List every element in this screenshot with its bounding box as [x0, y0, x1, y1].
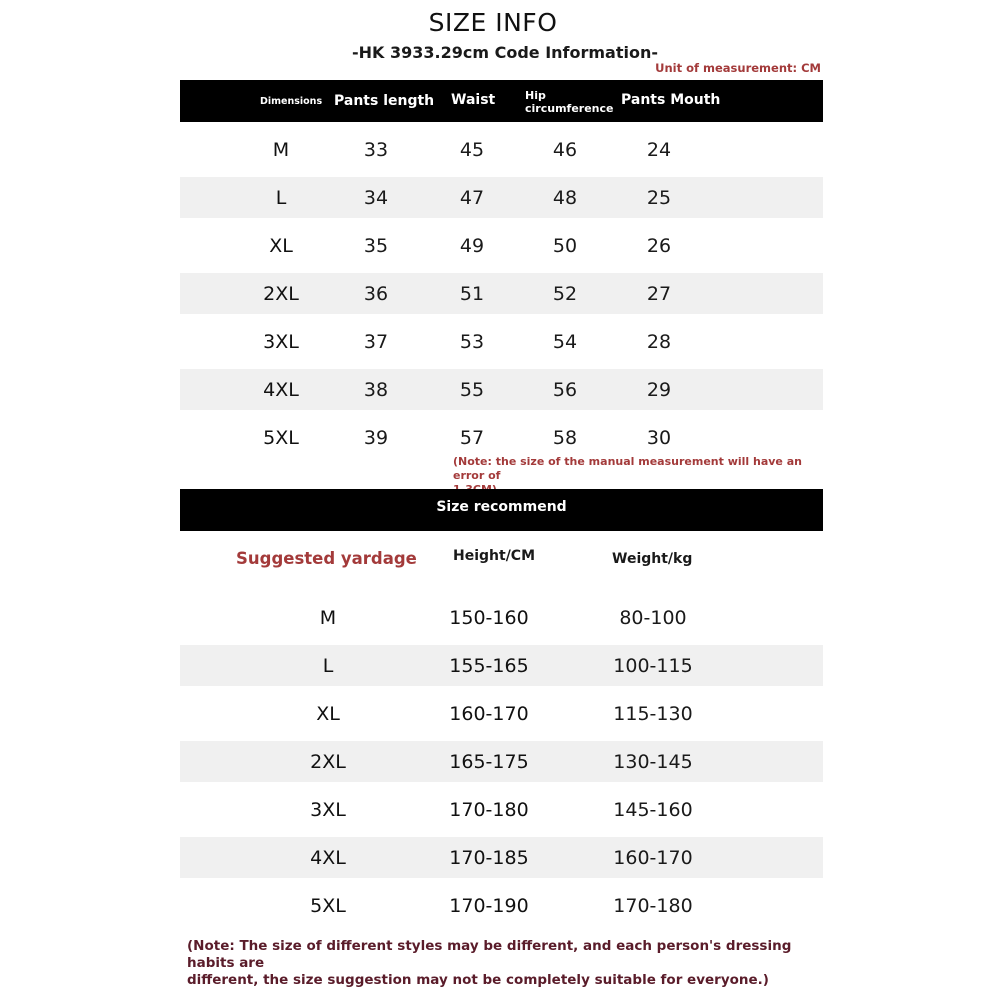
rec-height: 170-180 [449, 799, 529, 821]
cell-size: 5XL [263, 427, 299, 449]
cell-waist: 57 [459, 427, 485, 449]
rec-weight: 130-145 [613, 751, 693, 773]
cell-mouth: 24 [646, 139, 672, 161]
recommend-title: Size recommend [436, 499, 567, 515]
page-title: SIZE INFO [428, 8, 558, 37]
rec-size: L [322, 655, 334, 677]
header-dimensions: Dimensions [260, 96, 323, 107]
rec-weight: 100-115 [613, 655, 693, 677]
cell-mouth: 26 [646, 235, 672, 257]
recommend-note-line1: (Note: The size of different styles may be different, and each person's dressing habits are [187, 938, 792, 971]
rec-size: 3XL [310, 799, 346, 821]
header-pants-length: Pants length [334, 93, 435, 109]
recommend-note [187, 938, 827, 989]
cell-hip: 50 [552, 235, 578, 257]
rec-size: M [319, 607, 337, 629]
cell-length: 33 [363, 139, 389, 161]
header-hip [525, 89, 613, 115]
cell-hip: 56 [552, 379, 578, 401]
cell-length: 36 [363, 283, 389, 305]
cell-waist: 49 [459, 235, 485, 257]
cell-size: 3XL [263, 331, 299, 353]
cell-mouth: 25 [646, 187, 672, 209]
cell-hip: 46 [552, 139, 578, 161]
rec-weight: 160-170 [613, 847, 693, 869]
header-waist: Waist [451, 92, 496, 108]
rec-weight: 80-100 [619, 607, 687, 629]
rec-size: 4XL [310, 847, 346, 869]
cell-size: M [272, 139, 290, 161]
cell-mouth: 28 [646, 331, 672, 353]
weight-header: Weight/kg [612, 551, 693, 567]
rec-height: 150-160 [449, 607, 529, 629]
unit-note: Unit of measurement: CM [655, 61, 821, 75]
cell-mouth: 29 [646, 379, 672, 401]
measurement-note-line1: (Note: the size of the manual measurement will have an error of [453, 455, 802, 482]
size-table-header [180, 80, 823, 122]
rec-size: 2XL [310, 751, 346, 773]
rec-weight: 145-160 [613, 799, 693, 821]
cell-hip: 48 [552, 187, 578, 209]
cell-waist: 45 [459, 139, 485, 161]
rec-height: 170-190 [449, 895, 529, 917]
rec-height: 165-175 [449, 751, 529, 773]
cell-length: 38 [363, 379, 389, 401]
rec-weight: 170-180 [613, 895, 693, 917]
rec-size: 5XL [310, 895, 346, 917]
cell-waist: 51 [459, 283, 485, 305]
cell-length: 39 [363, 427, 389, 449]
cell-size: L [275, 187, 287, 209]
suggested-yardage-label: Suggested yardage [236, 549, 417, 568]
cell-mouth: 27 [646, 283, 672, 305]
cell-hip: 54 [552, 331, 578, 353]
cell-waist: 53 [459, 331, 485, 353]
header-hip-line1: Hip [525, 89, 546, 102]
cell-waist: 55 [459, 379, 485, 401]
recommend-note-line2: different, the size suggestion may not be completely suitable for everyone.) [187, 972, 769, 988]
rec-size: XL [316, 703, 340, 725]
cell-size: XL [269, 235, 293, 257]
cell-hip: 52 [552, 283, 578, 305]
rec-height: 170-185 [449, 847, 529, 869]
header-pants-mouth: Pants Mouth [621, 92, 721, 108]
rec-height: 155-165 [449, 655, 529, 677]
rec-weight: 115-130 [613, 703, 693, 725]
header-hip-line2: circumference [525, 102, 614, 115]
cell-hip: 58 [552, 427, 578, 449]
cell-size: 4XL [263, 379, 299, 401]
cell-waist: 47 [459, 187, 485, 209]
cell-length: 35 [363, 235, 389, 257]
page-subtitle: -HK 3933.29cm Code Information- [351, 43, 659, 62]
cell-length: 37 [363, 331, 389, 353]
cell-mouth: 30 [646, 427, 672, 449]
cell-length: 34 [363, 187, 389, 209]
rec-height: 160-170 [449, 703, 529, 725]
height-header: Height/CM [453, 548, 536, 564]
cell-size: 2XL [263, 283, 299, 305]
